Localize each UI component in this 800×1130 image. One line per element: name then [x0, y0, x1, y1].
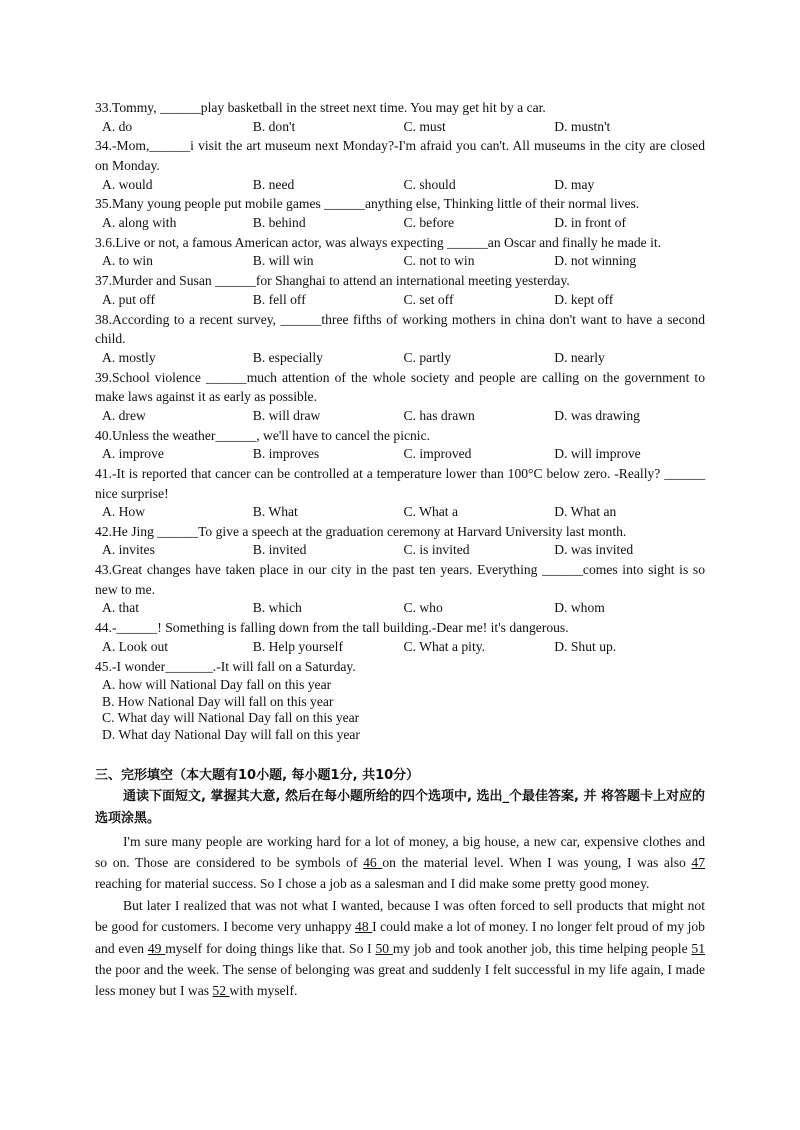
- option-b: B. don't: [252, 118, 296, 134]
- options-row: [95, 349, 705, 368]
- option-d: D. kept off: [554, 291, 614, 307]
- question-stem: 43.Great changes have taken place in our city in the past ten years. Everything ______comes into sight is so new to me.: [95, 562, 705, 597]
- passage-text: reaching for material success. So I chose a job as a salesman and I did make some pretty good money.: [95, 876, 650, 892]
- option-c: C. What a pity.: [403, 638, 486, 654]
- question-stem: 42.He Jing ______To give a speech at the graduation ceremony at Harvard University last month.: [95, 523, 627, 539]
- option-b: B. How National Day will fall on this year: [102, 693, 334, 709]
- option-b: B. need: [252, 176, 295, 192]
- option-a: A. how will National Day fall on this year: [102, 677, 332, 693]
- question-33: [95, 98, 705, 136]
- question-38: [95, 310, 705, 368]
- passage-text: with myself.: [229, 983, 298, 999]
- option-c: C. improved: [403, 446, 472, 462]
- option-a: A. mostly: [102, 349, 156, 365]
- question-stem: 40.Unless the weather______, we'll have to cancel the picnic.: [95, 427, 431, 443]
- option-c: C. who: [403, 600, 443, 616]
- passage-text: I'm sure many people are working hard for a lot of money, a big house, a new car, expensive clothes and so on. Those are considered to be symbols of: [95, 833, 705, 870]
- blank-49: 49: [147, 940, 166, 956]
- question-44: [95, 618, 705, 656]
- question-stem: 39.School violence ______much attention of the whole society and people are calling on the government to make laws against it as early as possible.: [95, 369, 705, 405]
- option-a: A. drew: [102, 407, 146, 423]
- option-a: A. Look out: [102, 638, 169, 654]
- option-d: D. in front of: [554, 214, 626, 230]
- question-stem: 38.According to a recent survey, ______three fifths of working mothers in china don't want to have a second child.: [95, 311, 705, 347]
- section-heading: 三、完形填空（本大题有10小题, 每小题1分, 共10分）: [95, 767, 420, 783]
- option-d: D. was drawing: [554, 407, 640, 423]
- passage-text: But later I realized that was not what I wanted, because I was often forced to sell products that might not be good for customers. I become very unhappy: [95, 898, 705, 935]
- option-a: A. put off: [102, 291, 155, 307]
- question-stem: 3.6.Live or not, a famous American actor, was always expecting ______an Oscar and finally he made it.: [95, 234, 662, 250]
- option-c: C. What day will National Day fall on this year: [102, 710, 360, 726]
- passage-text: myself for doing things like that. So I: [165, 940, 376, 956]
- option-a: A. improve: [102, 446, 164, 462]
- options-row: [95, 291, 705, 310]
- option-d: D. whom: [554, 600, 605, 616]
- options-row: [95, 176, 705, 195]
- options-row: [95, 541, 705, 560]
- section-instruction: 通读下面短文, 掌握其大意, 然后在每小题所给的四个选项中, 选出_个最佳答案, 并 将答题卡上对应的选项涂黑。: [95, 788, 705, 826]
- option-a: A. How: [102, 504, 146, 520]
- question-stem: 33.Tommy, ______play basketball in the street next time. You may get hit by a car.: [95, 100, 546, 115]
- options-row: [95, 445, 705, 464]
- option-d: D. Shut up.: [554, 638, 617, 654]
- option-b: B. Help yourself: [252, 638, 343, 654]
- option-c: C. partly: [403, 349, 452, 365]
- passage-text: my job and took another job, this time helping people: [392, 940, 692, 956]
- option-c: C. must: [403, 118, 446, 134]
- blank-47: 47: [691, 854, 706, 870]
- option-d: D. What an: [554, 504, 617, 520]
- blank-51: 51: [691, 940, 705, 956]
- option-b: B. invited: [252, 542, 307, 558]
- question-37: [95, 271, 705, 309]
- option-b: B. which: [252, 600, 302, 616]
- blank-52: 52: [212, 983, 230, 999]
- option-a: A. to win: [102, 253, 153, 269]
- option-c: C. not to win: [403, 253, 475, 269]
- question-36: [95, 233, 705, 271]
- question-stem: 44.-______! Something is falling down from the tall building.-Dear me! it's dangerous.: [95, 620, 569, 636]
- question-45: [95, 657, 705, 744]
- option-a: A. that: [102, 600, 139, 616]
- question-35: [95, 194, 705, 232]
- question-41: [95, 464, 705, 522]
- question-stem: 37.Murder and Susan ______for Shanghai to attend an international meeting yesterday.: [95, 273, 570, 289]
- option-d: D. mustn't: [554, 118, 611, 134]
- question-stem: 34.-Mom,______i visit the art museum next Monday?-I'm afraid you can't. All museums in the city are closed on Monday.: [95, 138, 705, 173]
- question-stem: 41.-It is reported that cancer can be controlled at a temperature lower than 100°C below zero. -Really? ______ nice surprise!: [95, 465, 705, 501]
- passage-text: on the material level. When I was young, I was also: [382, 854, 692, 870]
- option-d: D. was invited: [554, 542, 634, 558]
- passage-paragraph-2: [95, 895, 705, 1001]
- options-row: [95, 638, 705, 657]
- question-stem: 35.Many young people put mobile games ______anything else, Thinking little of their normal lives.: [95, 196, 640, 212]
- question-39: [95, 368, 705, 426]
- option-c: C. is invited: [403, 542, 470, 558]
- option-b: B. What: [252, 504, 298, 520]
- option-d: D. may: [554, 176, 595, 192]
- options-row: [95, 214, 705, 233]
- option-b: B. especially: [252, 349, 323, 365]
- options-row: [95, 503, 705, 522]
- option-b: B. will draw: [252, 407, 321, 423]
- option-d: D. What day National Day will fall on this year: [102, 727, 360, 743]
- option-c: C. before: [403, 214, 455, 230]
- blank-48: 48: [355, 919, 373, 935]
- option-a: A. do: [102, 118, 133, 134]
- blank-50: 50: [375, 940, 393, 956]
- option-b: B. behind: [252, 214, 306, 230]
- options-row: [95, 599, 705, 618]
- option-d: D. nearly: [554, 349, 605, 365]
- option-c: C. What a: [403, 504, 458, 520]
- option-d: D. not winning: [554, 253, 637, 269]
- option-c: C. should: [403, 176, 456, 192]
- option-a: A. along with: [102, 214, 177, 230]
- options-list: [95, 677, 705, 743]
- question-42: [95, 522, 705, 560]
- options-row: [95, 407, 705, 426]
- option-d: D. will improve: [554, 446, 641, 462]
- option-b: B. will win: [252, 253, 314, 269]
- options-row: [95, 252, 705, 271]
- passage-text: the poor and the week. The sense of belonging was great and suddenly I felt successful in my life again, I made less money but I was: [95, 961, 705, 999]
- option-c: C. has drawn: [403, 407, 475, 423]
- passage-text: I could make a lot of money. I no longer felt proud of my job and even: [95, 919, 705, 956]
- passage-paragraph-1: [95, 831, 705, 895]
- question-stem: 45.-I wonder_______.-It will fall on a Saturday.: [95, 658, 356, 674]
- option-a: A. would: [102, 176, 153, 192]
- question-40: [95, 426, 705, 464]
- option-a: A. invites: [102, 542, 155, 558]
- blank-46: 46: [363, 854, 383, 870]
- question-34: [95, 136, 705, 194]
- options-row: [95, 118, 705, 137]
- option-b: B. improves: [252, 446, 320, 462]
- option-c: C. set off: [403, 291, 454, 307]
- page-content: [95, 98, 705, 1001]
- multiple-choice-section: [95, 98, 705, 744]
- question-43: [95, 560, 705, 618]
- option-b: B. fell off: [252, 291, 306, 307]
